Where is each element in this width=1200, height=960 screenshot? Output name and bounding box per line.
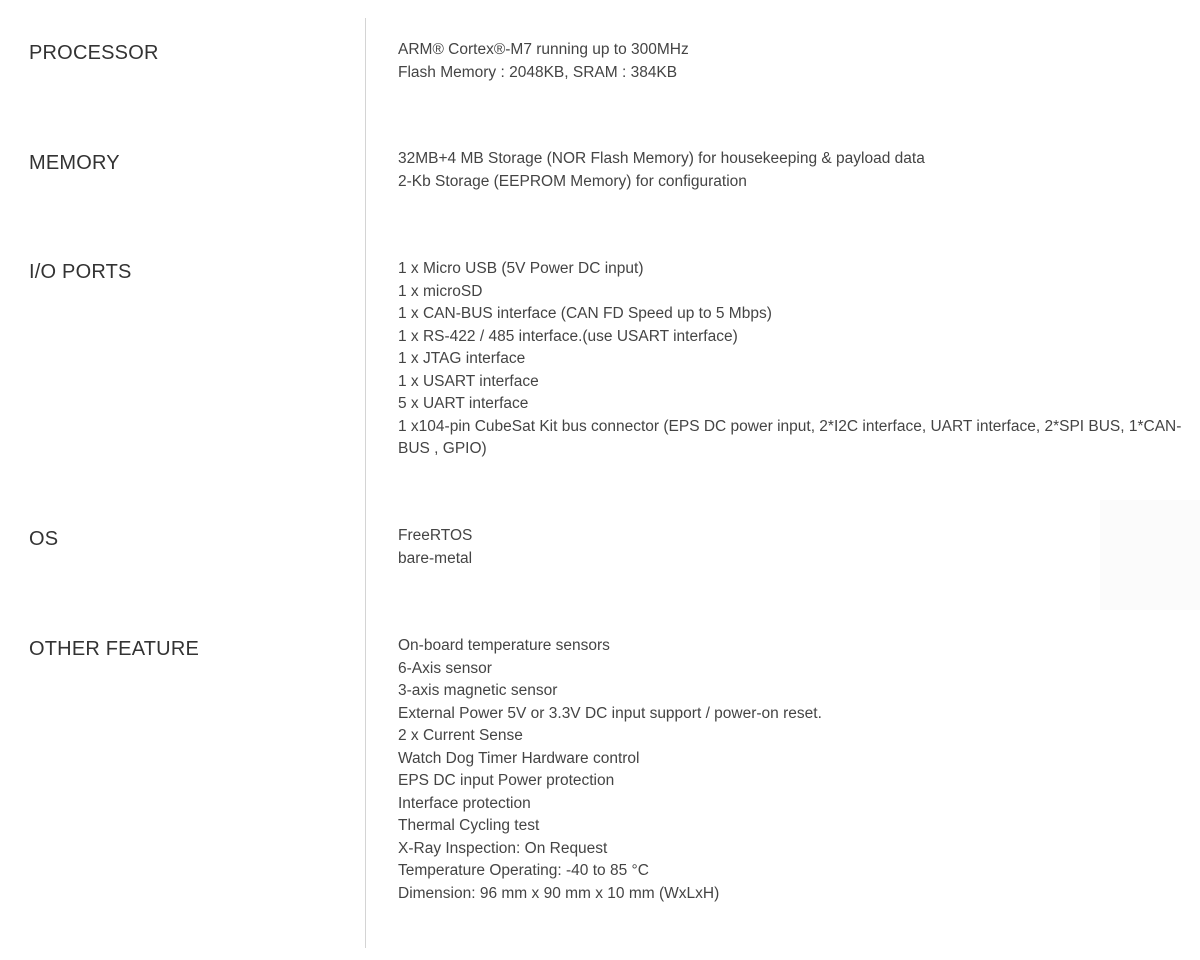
spec-label-memory: MEMORY — [29, 152, 120, 174]
spec-value: 1 x104-pin CubeSat Kit bus connector (EPS DC power input, 2*I2C interface, UART interface, 2*SPI BUS, 1*CAN-BUS , GPIO) — [398, 417, 1182, 457]
spec-value: ARM® Cortex®-M7 running up to 300MHz — [398, 41, 689, 58]
spec-values-io-ports — [398, 258, 1183, 461]
spec-value: 1 x JTAG interface — [398, 350, 526, 367]
spec-value: 1 x microSD — [398, 282, 483, 300]
spec-values-memory — [398, 148, 1183, 193]
spec-label-io-ports: I/O PORTS — [29, 261, 132, 283]
spec-value: 2 x Current Sense — [398, 727, 523, 744]
spec-label-processor: PROCESSOR — [29, 42, 159, 64]
spec-value: X-Ray Inspection: On Request — [398, 839, 608, 857]
spec-value: 2-Kb Storage (EEPROM Memory) for configuration — [398, 172, 747, 190]
spec-value: 32MB+4 MB Storage (NOR Flash Memory) for housekeeping & payload data — [398, 150, 925, 167]
spec-value: 1 x CAN-BUS interface (CAN FD Speed up to 5 Mbps) — [398, 305, 772, 322]
spec-value: EPS DC input Power protection — [398, 772, 615, 789]
spec-value: 5 x UART interface — [398, 395, 529, 412]
column-divider — [365, 18, 366, 948]
spec-value: Thermal Cycling test — [398, 817, 540, 834]
spec-values-other-feature — [398, 635, 1183, 905]
spec-value: FreeRTOS — [398, 527, 473, 544]
spec-value: 1 x USART interface — [398, 372, 539, 390]
spec-value: Dimension: 96 mm x 90 mm x 10 mm (WxLxH) — [398, 884, 720, 902]
spec-value: 3-axis magnetic sensor — [398, 682, 558, 699]
spec-values-processor — [398, 39, 1183, 84]
spec-value: External Power 5V or 3.3V DC input support / power-on reset. — [398, 704, 822, 722]
spec-label-os: OS — [29, 528, 59, 550]
spec-value: 1 x RS-422 / 485 interface.(use USART interface) — [398, 327, 738, 345]
spec-value: 6-Axis sensor — [398, 659, 492, 677]
spec-value: bare-metal — [398, 549, 473, 567]
spec-label-other-feature: OTHER FEATURE — [29, 638, 200, 660]
spec-value: Interface protection — [398, 794, 531, 812]
spec-values-os — [398, 525, 1183, 570]
spec-value: On-board temperature sensors — [398, 637, 610, 654]
spec-value: Flash Memory : 2048KB, SRAM : 384KB — [398, 63, 678, 81]
spec-value: Temperature Operating: -40 to 85 °C — [398, 862, 649, 879]
spec-value: Watch Dog Timer Hardware control — [398, 749, 640, 767]
spec-value: 1 x Micro USB (5V Power DC input) — [398, 260, 644, 277]
